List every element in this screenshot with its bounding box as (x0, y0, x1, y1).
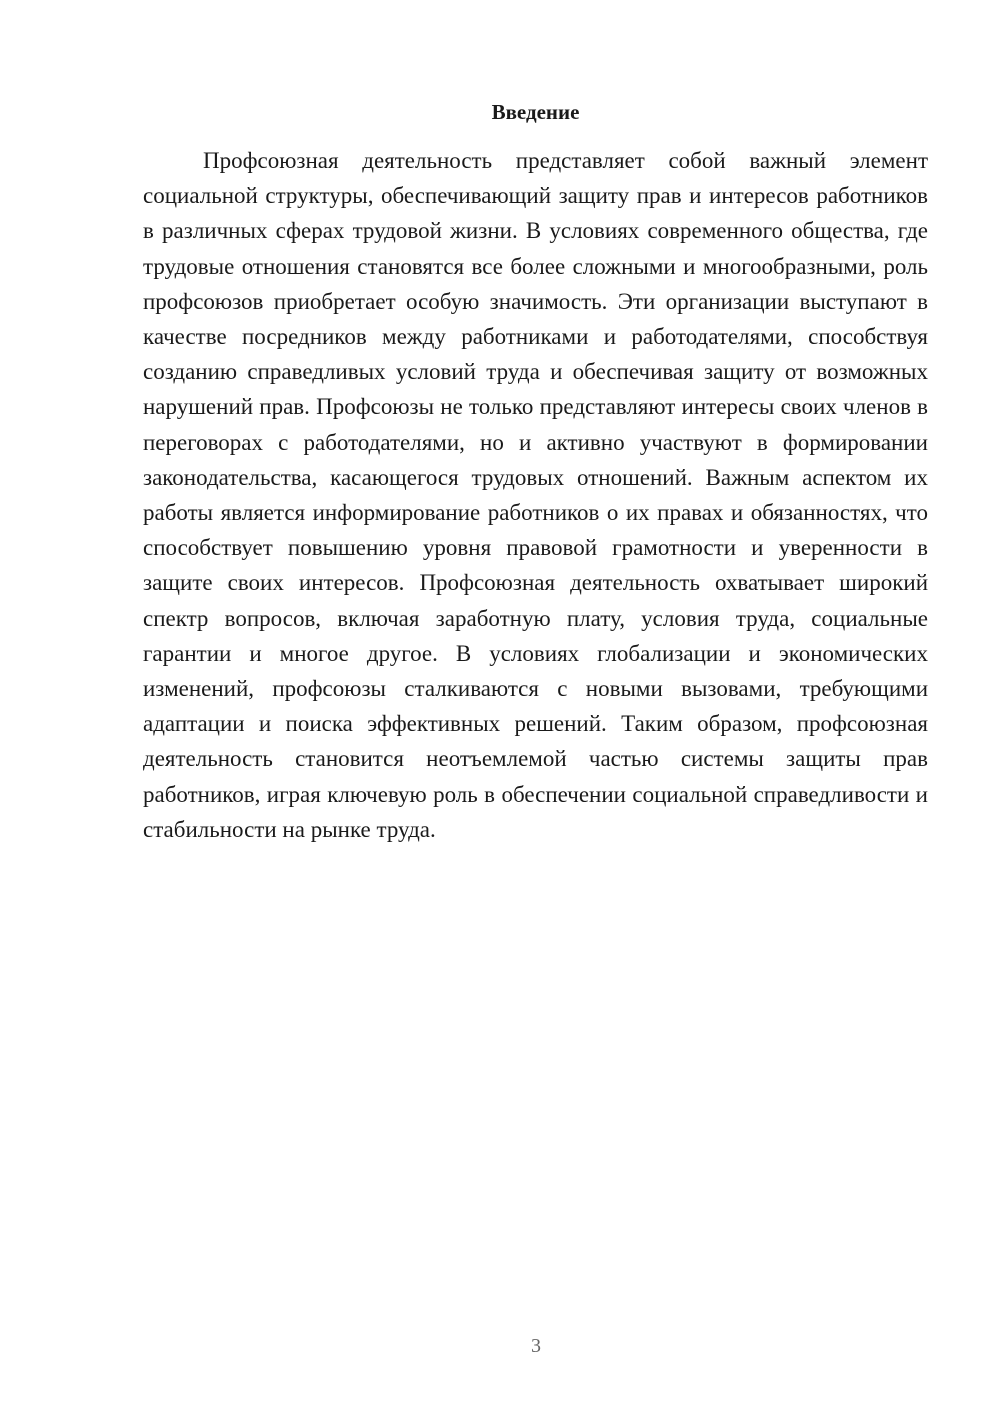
section-heading: Введение (491, 100, 580, 124)
page-number: 3 (531, 1335, 541, 1357)
body-paragraph: Профсоюзная деятельность представляет собой важный элемент социальной структуры, обеспечивающий защиту прав и интересов работников в различных сферах трудовой жизни. В условиях современного общества, где трудовые отношения становятся все более сложными и многообразными, роль профсоюзов приобретает особую значимость. Эти организации выступают в качестве посредников между работниками и работодателями, способствуя созданию справедливых условий труда и обеспечивая защиту от возможных нарушений прав. Профсоюзы не только представляют интересы своих членов в переговорах с работодателями, но и активно участвуют в формировании законодательства, касающегося трудовых отношений. Важным аспектом их работы является информирование работников о их правах и обязанностях, что способствует повышению уровня правовой грамотности и уверенности в защите своих интересов. Профсоюзная деятельность охватывает широкий спектр вопросов, включая заработную плату, условия труда, социальные гарантии и многое другое. В условиях глобализации и экономических изменений, профсоюзы сталкиваются с новыми вызовами, требующими адаптации и поиска эффективных решений. Таким образом, профсоюзная деятельность становится неотъемлемой частью системы защиты прав работников, играя ключевую роль в обеспечении социальной справедливости и стабильности на рынке труда. (143, 148, 928, 842)
